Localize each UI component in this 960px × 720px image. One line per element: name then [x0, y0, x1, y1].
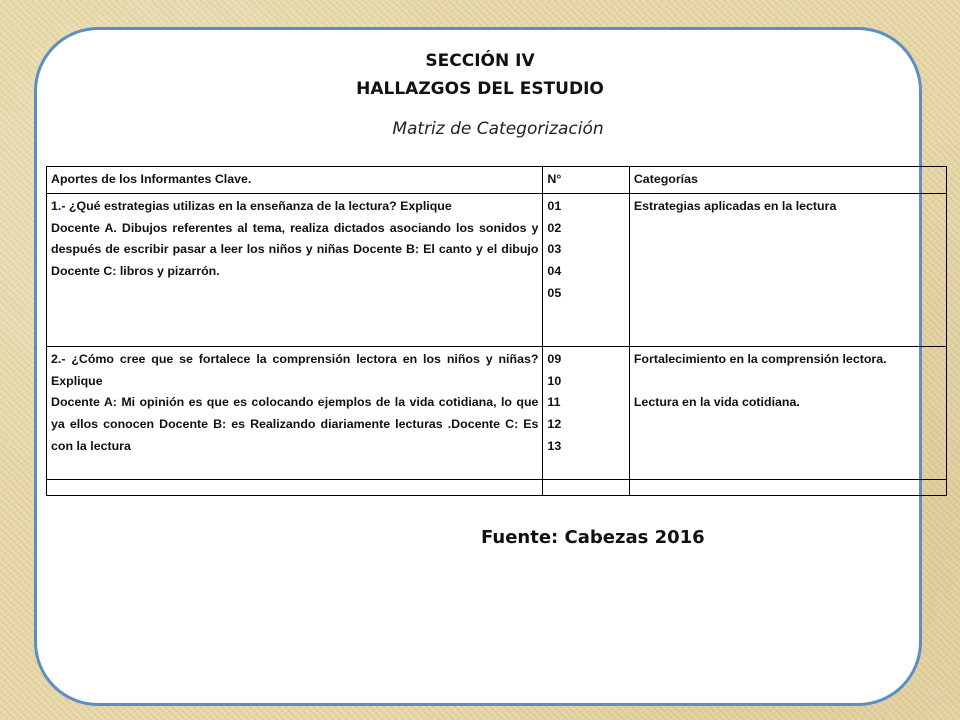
- question-text: 1.- ¿Qué estrategias utilizas en la enseñanza de la lectura? Explique: [51, 198, 452, 213]
- empty-cell: [47, 479, 543, 495]
- column-header-categories: Categorías: [629, 167, 946, 194]
- source-citation: Fuente: Cabezas 2016: [481, 527, 705, 548]
- section-label: SECCIÓN IV: [425, 51, 535, 71]
- category-spacer: [634, 371, 942, 393]
- table-header-row: [47, 167, 947, 194]
- empty-cell: [543, 479, 629, 495]
- category-text: Fortalecimiento en la comprensión lectora.: [633, 351, 887, 366]
- number-item: 13: [547, 438, 562, 453]
- table-row: [47, 346, 947, 479]
- category-text: Lectura en la vida cotidiana.: [633, 395, 800, 410]
- answer-text: Docente A. Dibujos referentes al tema, realiza dictados asociando los sonidos y después de escribir pasar a leer los niños y niñas Docente B: El canto y el dibujo Docente C: libros y pizarrón.: [51, 220, 539, 279]
- category-cell: [629, 193, 946, 346]
- answer-text: Docente A: Mi opinión es que es colocando ejemplos de la vida cotidiana, lo que ya ellos conocen Docente B: es Realizando diariamente lecturas .Docente C: Es con la lectura: [51, 395, 539, 453]
- number-item: 02: [547, 220, 562, 235]
- number-item: 05: [547, 285, 562, 300]
- contribution-cell: [47, 346, 543, 479]
- number-item: 09: [547, 351, 562, 366]
- question-text: 2.- ¿Cómo cree que se fortalece la comprensión lectora en los niños y niñas? Explique: [51, 351, 539, 388]
- number-item: 11: [547, 395, 561, 410]
- empty-cell: [629, 479, 946, 495]
- category-text: Estrategias aplicadas en la lectura: [633, 198, 837, 213]
- category-cell: [629, 346, 946, 479]
- contribution-cell: [47, 193, 543, 346]
- matrix-subtitle: Matriz de Categorización: [392, 119, 604, 139]
- column-header-contributions: Aportes de los Informantes Clave.: [47, 167, 543, 194]
- number-cell: [543, 346, 629, 479]
- number-item: 12: [547, 417, 562, 432]
- number-cell: [543, 193, 629, 346]
- number-item: 04: [547, 264, 562, 279]
- number-item: 03: [547, 242, 562, 257]
- column-header-number: N°: [543, 167, 629, 194]
- categorization-matrix: [46, 166, 947, 496]
- number-item: 01: [547, 198, 562, 213]
- table-row: [47, 193, 947, 346]
- page-title: HALLAZGOS DEL ESTUDIO: [356, 79, 604, 99]
- number-item: 10: [547, 373, 562, 388]
- empty-table-row: [47, 479, 947, 495]
